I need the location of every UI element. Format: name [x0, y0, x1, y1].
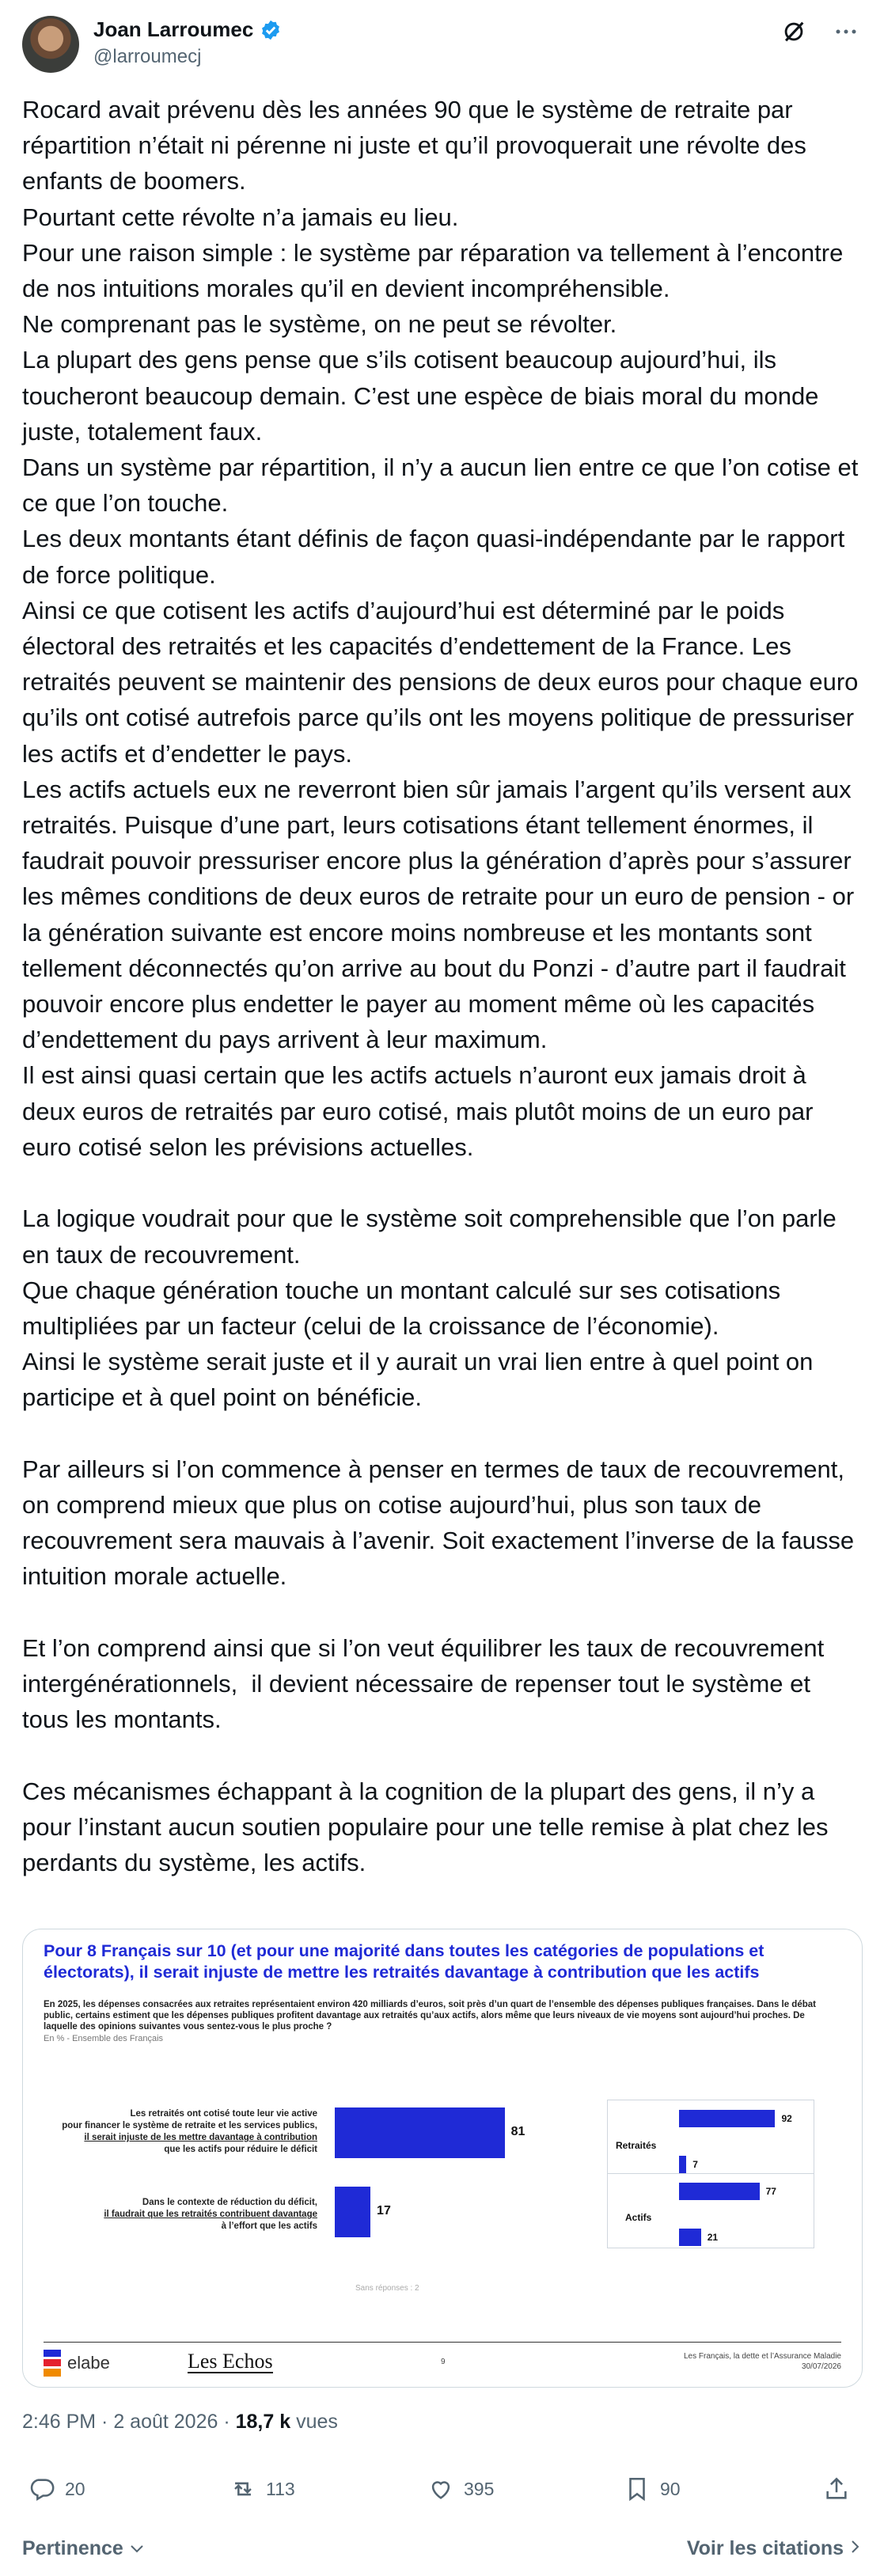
repost-count: 113 — [266, 2478, 295, 2499]
bookmark-button[interactable] — [624, 2475, 681, 2502]
like-button[interactable] — [427, 2475, 494, 2502]
option-2-line: Dans le contexte de réduction du déficit, — [142, 2198, 317, 2207]
value-retraites-option-1: 92 — [781, 2113, 792, 2124]
card-intro: En 2025, les dépenses consacrées aux retraites représentaient environ 420 milliards d’euros, soit près d’un quart de l’ensemble des dépenses publiques françaises. Dans le débat public, certains estiment que les dépenses publiques profitent davantage aux retraités qu’aux actifs, alors même que leurs niveaux de vie moyens sont aujourd’hui proches. De laquelle des opinions suivantes vous sentez-vous le plus proche ? — [44, 2000, 816, 2032]
bar-option-1 — [335, 2107, 505, 2158]
view-count: 18,7 k — [235, 2411, 291, 2433]
reply-icon — [28, 2475, 55, 2502]
avatar[interactable] — [22, 16, 79, 73]
share-icon — [823, 2475, 850, 2502]
card-subtitle: En % - Ensemble des Français — [44, 2034, 164, 2043]
source-date: 30/07/2026 — [801, 2362, 841, 2371]
elabe-text: elabe — [67, 2353, 110, 2373]
breakdown-box — [607, 2100, 814, 2248]
value-actifs-option-2: 21 — [707, 2232, 719, 2243]
bookmark-count: 90 — [660, 2478, 681, 2499]
option-1-label — [32, 2108, 317, 2156]
verified-badge-icon — [260, 19, 282, 41]
reply-button[interactable] — [28, 2475, 85, 2502]
value-actifs-option-1: 77 — [765, 2186, 776, 2197]
bar-retraites-option-2 — [679, 2156, 686, 2173]
reply-count: 20 — [65, 2478, 85, 2499]
author-handle[interactable]: @larroumecj — [93, 46, 202, 67]
like-count: 395 — [464, 2478, 495, 2499]
action-bar — [22, 2475, 862, 2515]
post-text: Rocard avait prévenu dès les années 90 que le système de retraite par répartition n’était ni pérenne ni juste et qu’il provoquerait une révolte des enfants de boomers. Pourtant cette révolte n’a jamais eu lieu. Pour une raison simple : le système par réparation va tellement à l’encontre de nos intuitions morales qu’il en devient incompréhensible. Ne comprenant pas le système, on ne peut se révolter. La plupart des gens pense que s’ils cotisent beaucoup aujourd’hui, ils toucheront beaucoup demain. C’est une espèce de biais moral du monde juste, totalement faux. Dans un système par répartition, il n’y a aucun lien entre ce que l’on cotise et ce que l’on touche. Les deux montants étant définis de façon quasi-indépendante par le rapport de force politique. Ainsi ce que cotisent les actifs d’aujourd’hui est déterminé par le poids électoral des retraités et les capacités d’endettement de la France. Les retraités peuvent se maintenir des pensions de deux euros pour chaque euro qu’ils ont cotisé autrefois parce qu’ils ont les moyens politique de pressuriser les actifs et d’endetter le pays. Les actifs actuels eux ne reverront bien sûr jamais l’argent qu’ils versent aux retraités. Puisque d’une part, leurs cotisations étant tellement énormes, il faudrait pouvoir pressuriser encore plus la génération d’après pour s’assurer les mêmes conditions de deux euros de retraite pour un euro de pension - or la génération suivante est encore moins nombreuse et les montants sont tellement déconnectés qu’on arrive au bout du Ponzi - d’autre part il faudrait pouvoir encore plus endetter le payer au moment même où les capacités d’endettement du pays arrivent à leur maximum. Il est ainsi quasi certain que les actifs actuels n’auront eux jamais droit à deux euros de retraités par euro cotisé, mais plutôt moins de un euro par euro cotisé selon les prévisions actuelles. La logique voudrait pour que le système soit comprehensible que l’on parle en taux de recouvrement. Que chaque génération touche un montant calculé sur ses cotisations multipliées par un facteur (celui de la croissance de l’économie). Ainsi le système serait juste et il y aurait un vrai lien entre à quel point on participe et à quel point on bénéficie. Par ailleurs si l’on commence à penser en termes de taux de recouvrement, on comprend mieux que plus on cotise aujourd’hui, plus son taux de recouvrement sera mauvais à l’avenir. Soit exactement l’inverse de la fausse intuition morale actuelle. Et l’on comprend ainsi que si l’on veut équilibrer les taux de recouvrement intergénérationnels, il devient nécessaire de repenser tout le système et tous les montants. Ces mécanismes échappant à la cognition de la plupart des gens, il n’y a pour l’instant aucun soutien populaire pour une telle remise à plat chez les perdants du système, les actifs. — [22, 96, 859, 1876]
option-1-line: que les actifs pour réduire le déficit — [164, 2145, 317, 2154]
author-name-row[interactable] — [93, 17, 282, 42]
post-header — [22, 16, 862, 73]
option-1-line: Les retraités ont cotisé toute leur vie active — [130, 2109, 317, 2119]
elabe-mark-icon — [44, 2350, 61, 2377]
bar-option-2 — [335, 2187, 370, 2237]
source-line: Les Français, la dette et l’Assurance Maladie — [684, 2352, 841, 2361]
sort-label: Pertinence — [22, 2537, 123, 2559]
view-quotes-link[interactable] — [687, 2537, 862, 2560]
sort-dropdown[interactable] — [22, 2537, 145, 2560]
card-title: Pour 8 Français sur 10 (et pour une majorité dans toutes les catégories de populations et électorats), il serait injuste de mettre les retraités davantage à contribution que les actifs — [44, 1941, 764, 1982]
bar-retraites-option-1 — [679, 2110, 775, 2127]
post-meta — [22, 2411, 338, 2434]
option-1-line: il serait injuste de les mettre davantage à contribution — [84, 2133, 317, 2142]
grok-icon[interactable] — [778, 16, 810, 47]
option-2-line: il faudrait que les retraités contribuent davantage — [104, 2210, 317, 2219]
bar-actifs-option-1 — [679, 2183, 760, 2200]
more-options-icon[interactable] — [830, 16, 862, 47]
bookmark-icon — [624, 2475, 651, 2502]
share-button[interactable] — [823, 2475, 850, 2502]
value-retraites-option-2: 7 — [692, 2159, 698, 2170]
attached-image-card[interactable] — [22, 1929, 863, 2388]
author-name[interactable]: Joan Larroumec — [93, 17, 254, 41]
card-source — [684, 2351, 841, 2372]
option-2-line: à l’effort que les actifs — [221, 2221, 317, 2231]
heart-icon — [427, 2475, 454, 2502]
card-footer-divider — [44, 2342, 841, 2343]
bar-actifs-option-2 — [679, 2229, 701, 2246]
chevron-right-icon — [849, 2539, 862, 2555]
no-answer-note: Sans réponses : 2 — [355, 2284, 419, 2293]
chevron-down-icon — [129, 2544, 145, 2555]
page-number: 9 — [441, 2358, 446, 2366]
repost-icon — [230, 2475, 256, 2502]
option-2-label — [32, 2197, 317, 2233]
breakdown-label-retraites: Retraités — [616, 2140, 657, 2151]
view-quotes-label: Voir les citations — [686, 2537, 844, 2559]
les-echos-logo: Les Echos — [188, 2350, 273, 2373]
elabe-logo — [44, 2350, 110, 2377]
breakdown-label-actifs: Actifs — [625, 2212, 652, 2223]
breakdown-divider — [608, 2173, 814, 2174]
views-label: vues — [290, 2411, 338, 2433]
bar-value-option-1: 81 — [510, 2125, 525, 2138]
option-1-line: pour financer le système de retraite et les services publics, — [62, 2121, 317, 2130]
repost-button[interactable] — [230, 2475, 295, 2502]
bar-value-option-2: 17 — [377, 2204, 391, 2217]
post-timestamp[interactable]: 2:46 PM · 2 août 2026 · — [22, 2411, 236, 2433]
